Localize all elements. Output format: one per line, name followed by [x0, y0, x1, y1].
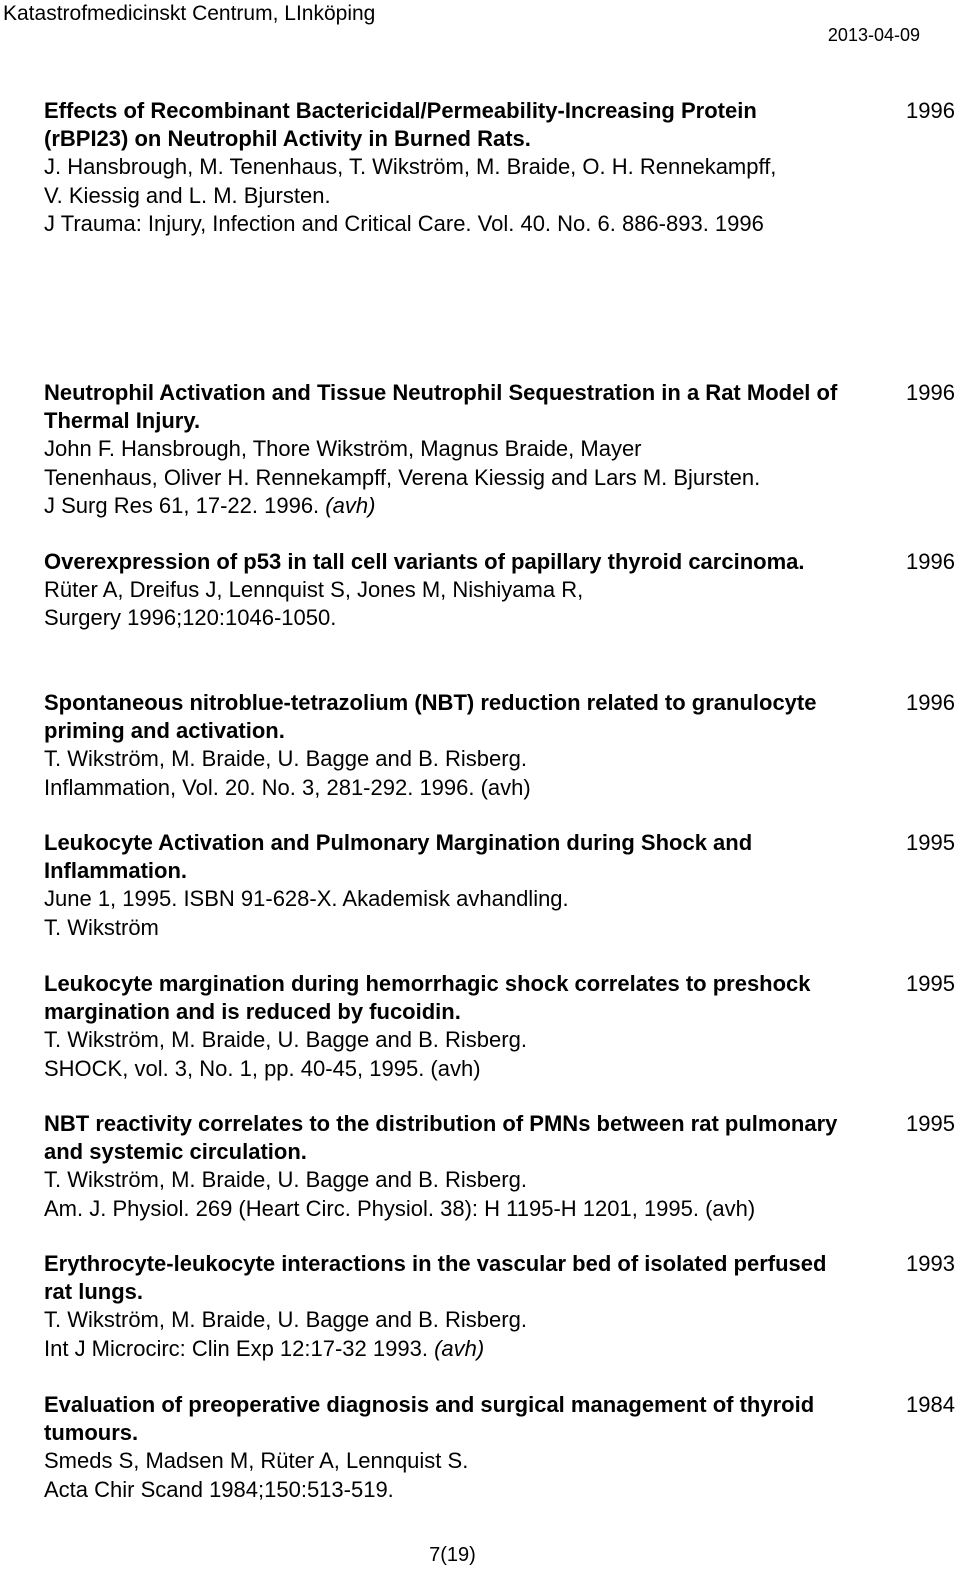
entry-authors: John F. Hansbrough, Thore Wikström, Magnus Braide, Mayer	[44, 436, 642, 462]
entry-authors: Smeds S, Madsen M, Rüter A, Lennquist S.	[44, 1448, 469, 1474]
publication-entry	[44, 97, 960, 238]
entry-year: 1996	[906, 690, 955, 715]
entry-title: Leukocyte Activation and Pulmonary Margination during Shock and Inflammation.	[44, 830, 753, 884]
entry-citation: Am. J. Physiol. 269 (Heart Circ. Physiol. 38): H 1195-H 1201, 1995. (avh)	[44, 1195, 756, 1221]
entry-body	[44, 1250, 844, 1363]
entry-citation: June 1, 1995. ISBN 91-628-X. Akademisk avhandling.	[44, 886, 569, 912]
entry-citation: Inflammation, Vol. 20. No. 3, 281-292. 1996. (avh)	[44, 774, 531, 800]
entry-year: 1995	[906, 1111, 955, 1136]
entry-title: Effects of Recombinant Bactericidal/Permeability-Increasing Protein (rBPI23) on Neutrophil Activity in Burned Rats.	[44, 98, 757, 152]
entry-body	[44, 379, 844, 520]
entry-year: 1993	[906, 1251, 955, 1276]
entry-title: Leukocyte margination during hemorrhagic shock correlates to preshock margination and is reduced by fucoidin.	[44, 971, 811, 1025]
entry-title: Neutrophil Activation and Tissue Neutrophil Sequestration in a Rat Model of Thermal Injury.	[44, 380, 838, 434]
entry-citation	[44, 1335, 844, 1363]
entry-authors: T. Wikström, M. Braide, U. Bagge and B. Risberg.	[44, 1027, 527, 1053]
entry-body	[44, 970, 844, 1083]
entry-authors: T. Wikström, M. Braide, U. Bagge and B. Risberg.	[44, 746, 527, 772]
page-number: 7(19)	[429, 1544, 476, 1566]
avh-marker: (avh)	[325, 492, 376, 518]
entry-citation: Surgery 1996;120:1046-1050.	[44, 605, 337, 631]
header-date: 2013-04-09	[827, 25, 920, 45]
entry-year: 1996	[906, 380, 955, 405]
publication-entry	[44, 1391, 960, 1504]
entry-year: 1996	[906, 98, 955, 123]
publication-entry	[44, 1250, 960, 1363]
entry-year: 1995	[906, 971, 955, 996]
entry-authors: T. Wikström	[44, 914, 159, 940]
entry-title: NBT reactivity correlates to the distribution of PMNs between rat pulmonary and systemic circulation.	[44, 1111, 838, 1165]
publication-entry	[44, 689, 960, 802]
entry-year: 1984	[906, 1392, 955, 1417]
entry-title: Overexpression of p53 in tall cell variants of papillary thyroid carcinoma.	[44, 549, 805, 574]
entry-citation: Acta Chir Scand 1984;150:513-519.	[44, 1476, 394, 1502]
entry-citation	[44, 492, 844, 520]
citation-text: J Surg Res 61, 17-22. 1996.	[44, 492, 320, 518]
entry-body	[44, 97, 844, 238]
entry-title: Evaluation of preoperative diagnosis and surgical management of thyroid tumours.	[44, 1392, 815, 1446]
entry-body	[44, 548, 844, 633]
publication-entry	[44, 548, 960, 633]
publication-entry	[44, 1110, 960, 1223]
citation-text: Int J Microcirc: Clin Exp 12:17-32 1993.	[44, 1335, 428, 1361]
entry-authors: V. Kiessig and L. M. Bjursten.	[44, 182, 331, 208]
entry-authors: T. Wikström, M. Braide, U. Bagge and B. Risberg.	[44, 1167, 527, 1193]
avh-marker: (avh)	[434, 1335, 485, 1361]
entry-body	[44, 829, 844, 942]
entry-year: 1996	[906, 549, 955, 574]
entry-authors: Tenenhaus, Oliver H. Rennekampff, Verena Kiessig and Lars M. Bjursten.	[44, 464, 761, 490]
entry-citation: SHOCK, vol. 3, No. 1, pp. 40-45, 1995. (avh)	[44, 1055, 481, 1081]
entry-citation: J Trauma: Injury, Infection and Critical Care. Vol. 40. No. 6. 886-893. 1996	[44, 210, 764, 236]
entry-authors: Rüter A, Dreifus J, Lennquist S, Jones M, Nishiyama R,	[44, 577, 584, 603]
entry-title: Spontaneous nitroblue-tetrazolium (NBT) reduction related to granulocyte priming and activation.	[44, 690, 817, 744]
entry-authors: J. Hansbrough, M. Tenenhaus, T. Wikström, M. Braide, O. H. Rennekampff,	[44, 154, 777, 180]
header-organization: Katastrofmedicinskt Centrum, LInköping	[3, 2, 376, 25]
publication-entry	[44, 970, 960, 1083]
entry-year: 1995	[906, 830, 955, 855]
publication-entry	[44, 829, 960, 942]
entry-body	[44, 689, 844, 802]
entry-title: Erythrocyte-leukocyte interactions in the vascular bed of isolated perfused rat lungs.	[44, 1251, 827, 1305]
publication-entry	[44, 379, 960, 520]
page-header	[0, 0, 960, 48]
entry-authors: T. Wikström, M. Braide, U. Bagge and B. Risberg.	[44, 1307, 527, 1333]
entry-body	[44, 1391, 844, 1504]
entry-body	[44, 1110, 844, 1223]
